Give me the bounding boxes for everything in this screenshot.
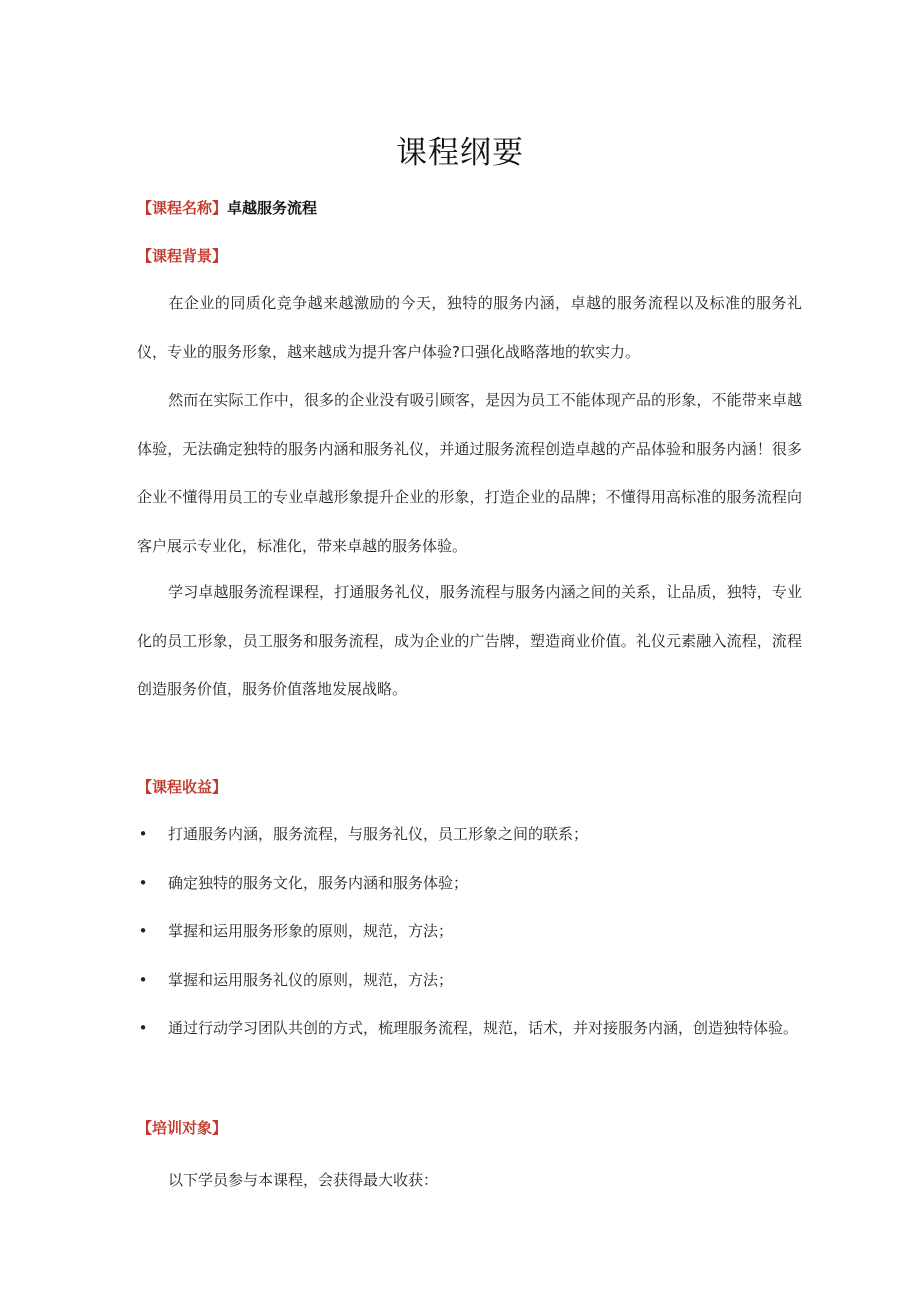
bullet-icon: • [138,873,148,892]
benefit-text: 掌握和运用服务形象的原则，规范，方法； [168,922,454,940]
course-name-label: 【课程名称】 [137,199,228,217]
bullet-icon: • [138,1019,148,1037]
benefit-text: 掌握和运用服务礼仪的原则，规范，方法； [168,970,454,989]
audience-intro-text: 以下学员参与本课程，会获得最大收获： [168,1171,439,1189]
list-item [137,1004,802,1053]
list-item [137,956,802,1005]
benefit-text: 打通服务内涵，服务流程，与服务礼仪，员工形象之间的联系； [168,825,589,843]
audience-label: 【培训对象】 [137,1119,228,1137]
benefit-text: 通过行动学习团队共创的方式，梳理服务流程，规范，话术，并对接服务内涵，创造独特体验。 [168,1019,799,1037]
bullet-icon: • [138,922,148,940]
list-item [137,859,802,908]
list-item [137,810,802,859]
background-paragraph-3 [137,568,802,714]
background-paragraph-2-text: 然而在实际工作中，很多的企业没有吸引顾客，是因为员工不能体现产品的形象，不能带来卓越体验，无法确定独特的服务内涵和服务礼仪，并通过服务流程创造卓越的产品体验和服务内涵！很多企业不懂得用员工的专业卓越形象提升企业的形象，打造企业的品牌；不懂得用高标准的服务流程向客户展示专业化，标准化，带来卓越的服务体验。 [137,391,802,555]
list-item [137,907,802,956]
bullet-icon: • [138,825,148,843]
benefit-text: 确定独特的服务文化，服务内涵和服务体验； [168,873,469,892]
benefits-list [137,810,802,1053]
audience-intro [137,1156,802,1205]
background-paragraph-1 [137,279,802,376]
page-title: 课程纲要 [396,135,524,171]
background-heading [137,245,227,266]
background-label: 【课程背景】 [137,247,228,265]
background-paragraph-2 [137,376,802,570]
audience-heading [137,1117,227,1138]
course-name-value: 卓越服务流程 [227,199,318,217]
background-paragraph-1-text: 在企业的同质化竞争越来越激励的今天，独特的服务内涵，卓越的服务流程以及标准的服务礼仪，专业的服务形象，越来越成为提升客户体验?口强化战略落地的软实力。 [137,294,802,361]
background-paragraph-3-text: 学习卓越服务流程课程，打通服务礼仪，服务流程与服务内涵之间的关系，让品质，独特，专业化的员工形象，员工服务和服务流程，成为企业的广告牌，塑造商业价值。礼仪元素融入流程，流程创造服务价值，服务价值落地发展战略。 [137,583,802,698]
course-name-line [137,197,317,218]
benefits-heading [137,776,227,797]
bullet-icon: • [138,970,148,989]
benefits-label: 【课程收益】 [137,778,228,796]
